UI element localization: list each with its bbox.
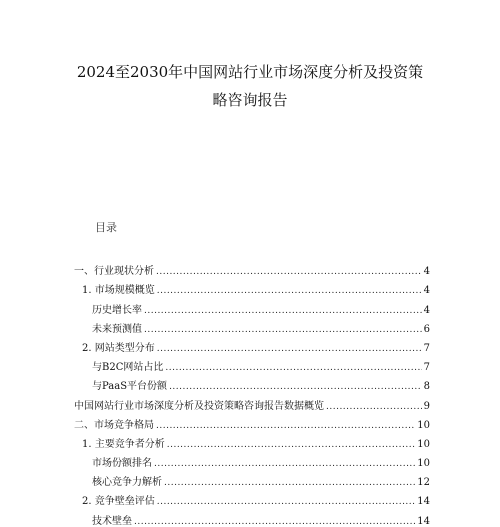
toc-entry-page: 10: [417, 419, 430, 431]
toc-entry-page: 14: [417, 496, 430, 508]
toc-entry[interactable]: [74, 392, 430, 411]
toc-leader-dots: [144, 306, 422, 316]
document-title-line-1: 2024至2030年中国网站行业市场深度分析及投资策: [76, 63, 424, 81]
toc-entry-page: 12: [417, 477, 430, 489]
table-of-contents: [74, 258, 430, 527]
toc-entry-text: 1. 主要竞争者分析: [82, 438, 165, 450]
toc-entry[interactable]: [74, 316, 430, 335]
toc-entry-text: 中国网站行业市场深度分析及投资策略咨询报告数据概览: [74, 400, 324, 412]
toc-entry-text: 历史增长率: [92, 304, 142, 316]
toc-entry[interactable]: [74, 354, 430, 373]
toc-entry-text: 2. 竞争壁垒评估: [82, 496, 155, 508]
toc-entry-page: 10: [417, 458, 430, 470]
toc-entry-text: 一、行业现状分析: [74, 266, 154, 278]
toc-leader-dots: [154, 459, 415, 469]
toc-leader-dots: [169, 382, 422, 392]
toc-entry-page: 7: [423, 362, 430, 374]
toc-entry[interactable]: [74, 258, 430, 277]
document-title-line-2: 略咨询报告: [212, 91, 288, 109]
toc-entry[interactable]: [74, 431, 430, 450]
document-title: [0, 58, 500, 114]
toc-entry-page: 7: [423, 342, 430, 354]
toc-leader-dots: [156, 267, 422, 277]
toc-entry-text: 二、市场竞争格局: [74, 419, 154, 431]
toc-leader-dots: [165, 363, 421, 373]
toc-entry-page: 10: [417, 438, 430, 450]
toc-entry[interactable]: [74, 373, 430, 392]
toc-entry-page: 4: [423, 266, 430, 278]
toc-entry-text: 2. 网站类型分布: [82, 342, 155, 354]
toc-leader-dots: [157, 344, 422, 354]
toc-entry-page: 4: [423, 285, 430, 297]
toc-entry[interactable]: [74, 335, 430, 354]
toc-leader-dots: [134, 517, 415, 527]
toc-leader-dots: [167, 440, 416, 450]
toc-entry[interactable]: [74, 469, 430, 488]
toc-leader-dots: [157, 497, 416, 507]
toc-entry-page: 8: [423, 381, 430, 393]
toc-entry[interactable]: [74, 277, 430, 296]
toc-entry-page: 14: [417, 515, 430, 527]
toc-entry-page: 6: [423, 323, 430, 335]
toc-entry-text: 核心竞争力解析: [92, 477, 162, 489]
toc-entry[interactable]: [74, 296, 430, 315]
toc-entry-page: 9: [423, 400, 430, 412]
toc-entry-text: 技术壁垒: [92, 515, 132, 527]
toc-entry[interactable]: [74, 450, 430, 469]
toc-leader-dots: [157, 286, 422, 296]
toc-entry-text: 与PaaS平台份额: [92, 381, 168, 393]
toc-entry-page: 4: [423, 304, 430, 316]
toc-entry[interactable]: [74, 488, 430, 507]
toc-entry-text: 1. 市场规模概览: [82, 285, 155, 297]
toc-entry[interactable]: [74, 412, 430, 431]
toc-leader-dots: [144, 325, 422, 335]
toc-entry[interactable]: [74, 507, 430, 526]
toc-entry-text: 市场份额排名: [92, 458, 152, 470]
toc-entry-text: 与B2C网站占比: [92, 362, 164, 374]
toc-leader-dots: [326, 402, 422, 412]
toc-leader-dots: [164, 478, 415, 488]
toc-heading: 目录: [95, 221, 117, 234]
toc-entry-text: 未来预测值: [92, 323, 142, 335]
toc-leader-dots: [156, 421, 415, 431]
